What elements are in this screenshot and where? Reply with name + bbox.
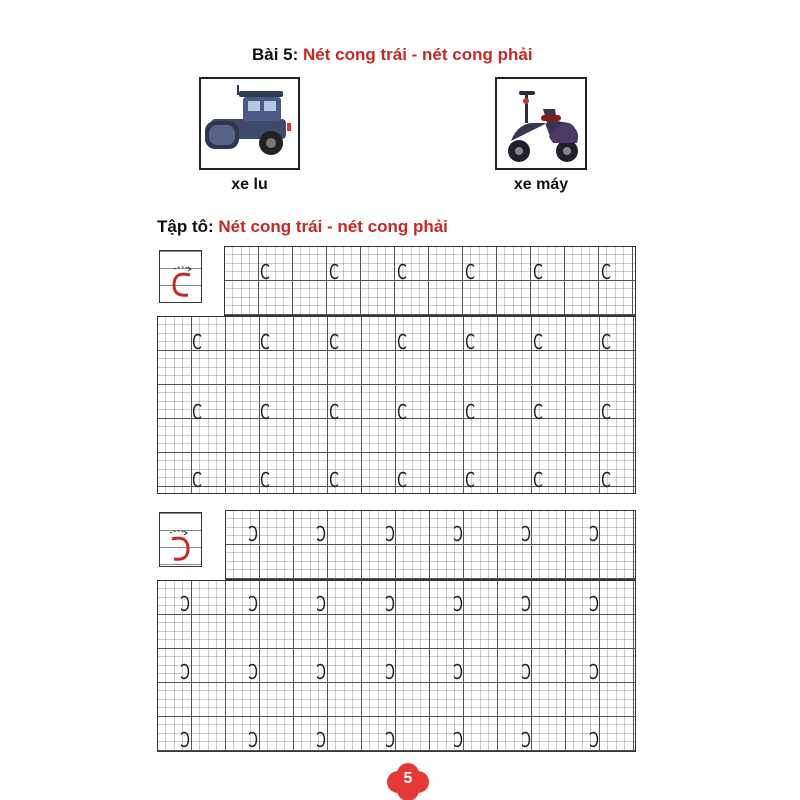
tracing-grid-right-curve-main[interactable]: [157, 580, 636, 752]
trace-stroke: Ɔ: [385, 522, 395, 546]
trace-stroke: Ɔ: [385, 660, 395, 684]
trace-stroke: C: [601, 468, 611, 492]
trace-stroke: Ɔ: [453, 660, 463, 684]
trace-stroke: C: [192, 400, 202, 424]
practice-prefix: Tập tô:: [157, 217, 214, 236]
trace-stroke: C: [601, 330, 611, 354]
page-number-badge: [386, 762, 430, 800]
trace-stroke: Ɔ: [316, 522, 326, 546]
trace-stroke: C: [329, 260, 339, 284]
tracing-grid-right-curve-top[interactable]: [225, 510, 636, 580]
scooter-icon: [497, 79, 585, 168]
trace-stroke: Ɔ: [589, 728, 599, 752]
trace-stroke: Ɔ: [248, 522, 258, 546]
trace-stroke: C: [260, 330, 270, 354]
trace-stroke: C: [397, 330, 407, 354]
trace-stroke: C: [397, 468, 407, 492]
trace-stroke: Ɔ: [316, 728, 326, 752]
trace-stroke: Ɔ: [316, 592, 326, 616]
trace-stroke: Ɔ: [521, 728, 531, 752]
trace-stroke: Ɔ: [589, 592, 599, 616]
trace-stroke: Ɔ: [589, 660, 599, 684]
trace-stroke: Ɔ: [180, 592, 190, 616]
trace-stroke: C: [465, 260, 475, 284]
guide-arrow-icon: [160, 513, 200, 565]
scooter-picture: [495, 77, 587, 170]
page-number: 5: [403, 770, 413, 787]
trace-stroke: Ɔ: [248, 660, 258, 684]
trace-stroke: Ɔ: [521, 660, 531, 684]
trace-stroke: Ɔ: [180, 660, 190, 684]
trace-stroke: C: [465, 400, 475, 424]
trace-stroke: C: [397, 260, 407, 284]
trace-stroke: Ɔ: [316, 660, 326, 684]
trace-stroke: C: [192, 330, 202, 354]
trace-stroke: Ɔ: [453, 592, 463, 616]
trace-stroke: Ɔ: [248, 728, 258, 752]
trace-stroke: C: [260, 260, 270, 284]
trace-stroke: Ɔ: [453, 522, 463, 546]
trace-stroke: C: [192, 468, 202, 492]
tracing-grid-left-curve-top[interactable]: [224, 246, 636, 316]
trace-stroke: C: [465, 330, 475, 354]
trace-stroke: Ɔ: [521, 522, 531, 546]
trace-stroke: C: [465, 468, 475, 492]
trace-stroke: Ɔ: [248, 592, 258, 616]
trace-stroke: Ɔ: [385, 592, 395, 616]
sample-box-left-curve: [159, 250, 202, 303]
scooter-caption: xe máy: [513, 176, 569, 193]
trace-stroke: C: [533, 400, 543, 424]
practice-heading: [157, 217, 448, 237]
trace-stroke: C: [260, 400, 270, 424]
trace-stroke: C: [533, 260, 543, 284]
trace-stroke: C: [601, 400, 611, 424]
trace-stroke: Ɔ: [180, 728, 190, 752]
practice-title: Nét cong trái - nét cong phải: [218, 217, 448, 236]
trace-stroke: C: [260, 468, 270, 492]
trace-stroke: C: [533, 330, 543, 354]
trace-stroke: Ɔ: [589, 522, 599, 546]
road-roller-picture: [199, 77, 300, 170]
trace-stroke: Ɔ: [453, 728, 463, 752]
sample-box-right-curve: [159, 512, 202, 567]
trace-stroke: C: [397, 400, 407, 424]
trace-stroke: C: [329, 468, 339, 492]
trace-stroke: C: [601, 260, 611, 284]
trace-stroke: C: [329, 400, 339, 424]
lesson-prefix: Bài 5:: [252, 45, 299, 64]
guide-arrow-icon: [160, 251, 200, 301]
trace-stroke: Ɔ: [385, 728, 395, 752]
road-roller-icon: [201, 79, 298, 168]
trace-stroke: C: [329, 330, 339, 354]
trace-stroke: C: [533, 468, 543, 492]
road-roller-caption: xe lu: [231, 176, 268, 193]
trace-stroke: Ɔ: [521, 592, 531, 616]
lesson-title: Nét cong trái - nét cong phải: [303, 45, 533, 64]
lesson-heading: [252, 45, 533, 65]
